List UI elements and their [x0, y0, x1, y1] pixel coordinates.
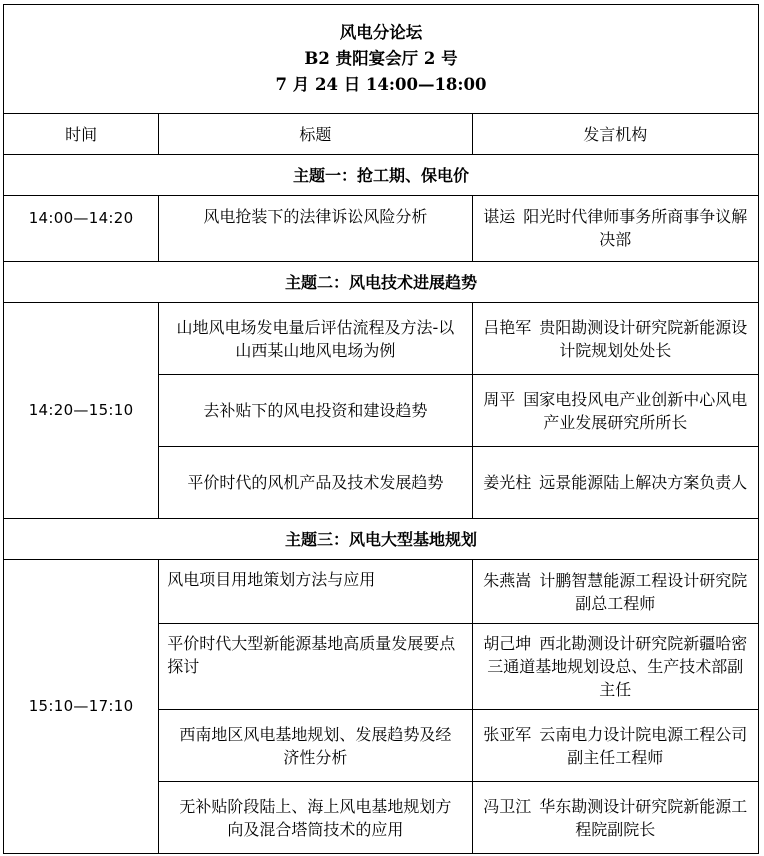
theme-title: 主题二：风电技术进展趋势	[4, 262, 759, 303]
talk-title: 风电项目用地策划方法与应用	[159, 560, 472, 624]
talk-org	[472, 196, 758, 262]
forum-venue: B2 贵阳宴会厅 2 号	[304, 49, 458, 68]
forum-header	[4, 5, 759, 114]
forum-datetime: 7 月 24 日 14:00—18:00	[275, 75, 487, 94]
agenda-table	[3, 4, 759, 854]
column-header-title: 标题	[159, 114, 472, 155]
theme-title: 主题三：风电大型基地规划	[4, 519, 759, 560]
talk-title: 去补贴下的风电投资和建设趋势	[159, 375, 472, 447]
talk-org	[472, 560, 758, 624]
speaker-name: 冯卫江	[483, 796, 532, 816]
theme-row	[4, 262, 759, 303]
column-header-org: 发言机构	[472, 114, 758, 155]
speaker-affiliation: 计鹏智慧能源工程设计研究院副总工程师	[539, 570, 748, 613]
speaker-affiliation: 云南电力设计院电源工程公司副主任工程师	[539, 724, 748, 767]
speaker-name: 周平	[483, 389, 516, 409]
talk-title: 平价时代的风机产品及技术发展趋势	[159, 447, 472, 519]
talk-row	[4, 196, 759, 262]
talk-org	[472, 782, 758, 854]
talk-org	[472, 303, 758, 375]
theme-title: 主题一：抢工期、保电价	[4, 155, 759, 196]
speaker-affiliation: 华东勘测设计研究院新能源工程院副院长	[539, 796, 748, 839]
theme-row	[4, 519, 759, 560]
speaker-affiliation: 西北勘测设计研究院新疆哈密三通道基地规划设总、生产技术部副主任	[487, 634, 748, 699]
talk-org	[472, 375, 758, 447]
column-header-time: 时间	[4, 114, 159, 155]
speaker-affiliation: 贵阳勘测设计研究院新能源设计院规划处处长	[539, 317, 748, 360]
talk-org	[472, 624, 758, 710]
speaker-name: 姜光柱	[483, 473, 532, 492]
speaker-name: 张亚军	[483, 724, 532, 744]
talk-title: 风电抢装下的法律诉讼风险分析	[159, 196, 472, 262]
talk-org	[472, 710, 758, 782]
talk-row	[4, 560, 759, 624]
time-slot: 15:10—17:10	[4, 560, 159, 854]
forum-header-row	[4, 5, 759, 114]
speaker-name: 朱燕嵩	[483, 570, 532, 590]
speaker-name: 胡己坤	[483, 634, 532, 653]
talk-title: 无补贴阶段陆上、海上风电基地规划方向及混合塔筒技术的应用	[159, 782, 472, 854]
talk-title: 平价时代大型新能源基地高质量发展要点探讨	[159, 624, 472, 710]
time-slot: 14:20—15:10	[4, 303, 159, 519]
speaker-name: 谌运	[483, 207, 516, 226]
speaker-name: 吕艳军	[483, 317, 532, 337]
talk-row	[4, 303, 759, 375]
agenda-sheet	[3, 4, 759, 854]
talk-org	[472, 447, 758, 519]
time-slot: 14:00—14:20	[4, 196, 159, 262]
column-header-row	[4, 114, 759, 155]
talk-title: 山地风电场发电量后评估流程及方法-以山西某山地风电场为例	[159, 303, 472, 375]
speaker-affiliation: 国家电投风电产业创新中心风电产业发展研究所所长	[523, 389, 748, 432]
speaker-affiliation: 阳光时代律师事务所商事争议解决部	[523, 207, 748, 249]
talk-title: 西南地区风电基地规划、发展趋势及经济性分析	[159, 710, 472, 782]
speaker-affiliation: 远景能源陆上解决方案负责人	[539, 473, 748, 492]
forum-name: 风电分论坛	[339, 23, 423, 42]
theme-row	[4, 155, 759, 196]
